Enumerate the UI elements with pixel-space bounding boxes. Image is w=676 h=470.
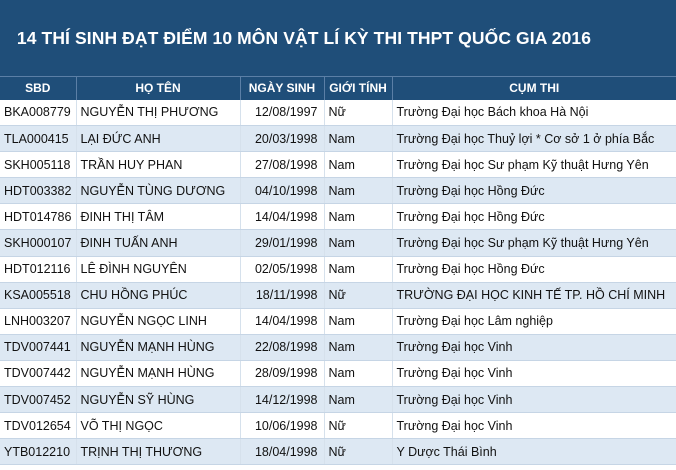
cell-sbd: KSA005518 (0, 282, 76, 308)
cell-dob: 04/10/1998 (240, 178, 324, 204)
cell-sbd: HDT003382 (0, 178, 76, 204)
cell-place: Trường Đại học Hồng Đức (392, 178, 676, 204)
table-row (0, 282, 676, 308)
cell-sbd: SKH000107 (0, 230, 76, 256)
cell-sex: Nam (324, 360, 392, 386)
cell-place: Trường Đại học Sư phạm Kỹ thuật Hưng Yên (392, 152, 676, 178)
cell-place: Trường Đại học Vinh (392, 413, 676, 439)
table-row (0, 230, 676, 256)
cell-place: Trường Đại học Hồng Đức (392, 256, 676, 282)
cell-sex: Nam (324, 256, 392, 282)
page-title: 14 THÍ SINH ĐẠT ĐIỂM 10 MÔN VẬT LÍ KỲ THI THPT QUỐC GIA 2016 (16, 27, 592, 48)
table-row (0, 439, 676, 465)
cell-place: Trường Đại học Lâm nghiệp (392, 308, 676, 334)
column-header-sbd: SBD (0, 77, 76, 100)
cell-sex: Nam (324, 126, 392, 152)
cell-dob: 22/08/1998 (240, 334, 324, 360)
cell-place: TRƯỜNG ĐẠI HỌC KINH TẾ TP. HỒ CHÍ MINH (392, 282, 676, 308)
cell-name: LÊ ĐÌNH NGUYÊN (76, 256, 240, 282)
cell-sbd: YTB012210 (0, 439, 76, 465)
cell-sbd: LNH003207 (0, 308, 76, 334)
cell-name: NGUYỄN TÙNG DƯƠNG (76, 178, 240, 204)
cell-name: ĐINH THỊ TÂM (76, 204, 240, 230)
cell-name: NGUYỄN MẠNH HÙNG (76, 360, 240, 386)
cell-name: ĐINH TUẤN ANH (76, 230, 240, 256)
cell-dob: 02/05/1998 (240, 256, 324, 282)
table-row (0, 178, 676, 204)
cell-place: Trường Đại học Vinh (392, 387, 676, 413)
column-header-dob: NGÀY SINH (240, 77, 324, 100)
cell-sbd: TDV012654 (0, 413, 76, 439)
cell-name: NGUYỄN SỸ HÙNG (76, 387, 240, 413)
cell-place: Trường Đại học Hồng Đức (392, 204, 676, 230)
cell-sex: Nữ (324, 413, 392, 439)
table-row (0, 387, 676, 413)
results-table (0, 76, 676, 465)
cell-name: LẠI ĐỨC ANH (76, 126, 240, 152)
cell-sex: Nam (324, 387, 392, 413)
cell-dob: 20/03/1998 (240, 126, 324, 152)
cell-name: TRỊNH THỊ THƯƠNG (76, 439, 240, 465)
cell-place: Trường Đại học Bách khoa Hà Nội (392, 100, 676, 126)
cell-place: Trường Đại học Vinh (392, 360, 676, 386)
cell-sbd: TDV007452 (0, 387, 76, 413)
cell-place: Trường Đại học Vinh (392, 334, 676, 360)
column-header-sex: GIỚI TÍNH (324, 77, 392, 100)
cell-sbd: TLA000415 (0, 126, 76, 152)
cell-sex: Nam (324, 204, 392, 230)
cell-sbd: SKH005118 (0, 152, 76, 178)
cell-dob: 18/11/1998 (240, 282, 324, 308)
cell-name: NGUYỄN THỊ PHƯƠNG (76, 100, 240, 126)
table-row (0, 334, 676, 360)
cell-sex: Nam (324, 178, 392, 204)
cell-dob: 14/12/1998 (240, 387, 324, 413)
title-bar (0, 0, 676, 76)
cell-sbd: HDT012116 (0, 256, 76, 282)
cell-name: TRẦN HUY PHAN (76, 152, 240, 178)
column-header-place: CỤM THI (392, 77, 676, 100)
cell-dob: 27/08/1998 (240, 152, 324, 178)
cell-sbd: BKA008779 (0, 100, 76, 126)
cell-name: NGUYỄN NGỌC LINH (76, 308, 240, 334)
cell-sex: Nữ (324, 282, 392, 308)
cell-dob: 12/08/1997 (240, 100, 324, 126)
cell-dob: 10/06/1998 (240, 413, 324, 439)
cell-sex: Nam (324, 308, 392, 334)
cell-place: Trường Đại học Sư phạm Kỹ thuật Hưng Yên (392, 230, 676, 256)
cell-sex: Nữ (324, 439, 392, 465)
header-row (0, 77, 676, 100)
cell-sex: Nam (324, 230, 392, 256)
table-row (0, 100, 676, 126)
cell-sbd: TDV007441 (0, 334, 76, 360)
cell-sbd: TDV007442 (0, 360, 76, 386)
cell-name: CHU HỒNG PHÚC (76, 282, 240, 308)
table-row (0, 413, 676, 439)
cell-place: Trường Đại học Thuỷ lợi * Cơ sở 1 ở phía Bắc (392, 126, 676, 152)
cell-sex: Nữ (324, 100, 392, 126)
cell-dob: 29/01/1998 (240, 230, 324, 256)
table-row (0, 126, 676, 152)
cell-dob: 14/04/1998 (240, 308, 324, 334)
cell-sbd: HDT014786 (0, 204, 76, 230)
cell-name: NGUYỄN MẠNH HÙNG (76, 334, 240, 360)
cell-name: VÕ THỊ NGỌC (76, 413, 240, 439)
table-row (0, 152, 676, 178)
cell-dob: 14/04/1998 (240, 204, 324, 230)
table-row (0, 360, 676, 386)
column-header-name: HỌ TÊN (76, 77, 240, 100)
table-row (0, 308, 676, 334)
cell-dob: 28/09/1998 (240, 360, 324, 386)
cell-sex: Nam (324, 334, 392, 360)
table-row (0, 256, 676, 282)
cell-place: Y Dược Thái Bình (392, 439, 676, 465)
cell-dob: 18/04/1998 (240, 439, 324, 465)
table-row (0, 204, 676, 230)
cell-sex: Nam (324, 152, 392, 178)
